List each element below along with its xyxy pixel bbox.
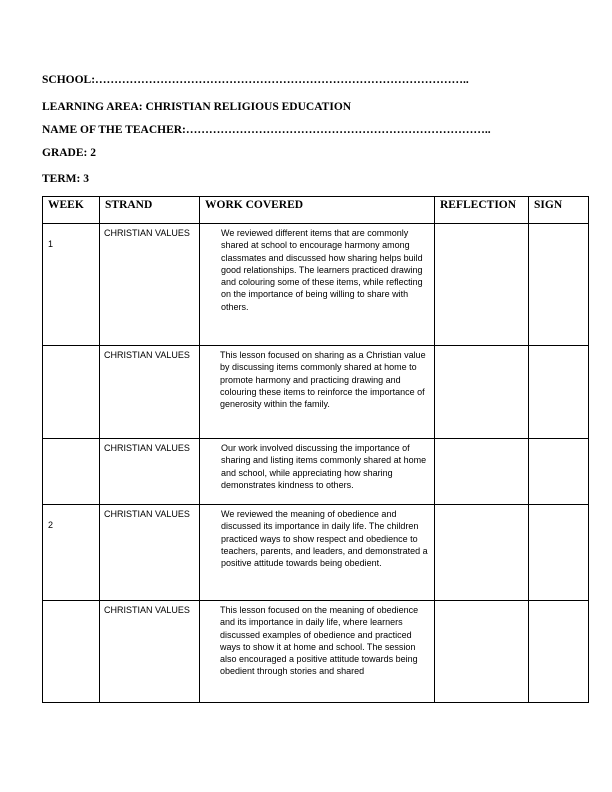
- learning-area-heading: LEARNING AREA: CHRISTIAN RELIGIOUS EDUCATION: [42, 101, 352, 113]
- table-row: [43, 601, 589, 703]
- strand-cell: CHRISTIAN VALUES: [100, 601, 200, 703]
- week-cell: 1: [43, 224, 100, 346]
- strand-cell: CHRISTIAN VALUES: [100, 346, 200, 439]
- reflection-cell[interactable]: [435, 601, 529, 703]
- work-covered-cell: This lesson focused on sharing as a Christian value by discussing items commonly shared at home to promote harmony and practicing drawing and colouring these items to reinforce the importance of generosity within the family.: [200, 346, 435, 439]
- reflection-cell[interactable]: [435, 346, 529, 439]
- reflection-cell[interactable]: [435, 439, 529, 505]
- work-covered-cell: Our work involved discussing the importance of sharing and listing items commonly shared at home and school, while appreciating how sharing demonstrates kindness to others.: [200, 439, 435, 505]
- sign-cell[interactable]: [529, 439, 589, 505]
- sign-cell[interactable]: [529, 601, 589, 703]
- week-cell: [43, 346, 100, 439]
- sign-cell[interactable]: [529, 346, 589, 439]
- week-cell: [43, 439, 100, 505]
- column-header-reflection: REFLECTION: [435, 197, 529, 224]
- work-covered-cell: This lesson focused on the meaning of obedience and its importance in daily life, where learners discussed examples of obedience and practiced ways to show it at home and school. The session also encouraged a positive attitude towards being obedient through stories and shared: [200, 601, 435, 703]
- sign-cell[interactable]: [529, 505, 589, 601]
- week-cell: [43, 601, 100, 703]
- table-header-row: [43, 197, 589, 224]
- column-header-week: WEEK: [43, 197, 100, 224]
- reflection-cell[interactable]: [435, 224, 529, 346]
- column-header-sign: SIGN: [529, 197, 589, 224]
- strand-cell: CHRISTIAN VALUES: [100, 439, 200, 505]
- grade-label: GRADE: 2: [42, 147, 96, 159]
- reflection-cell[interactable]: [435, 505, 529, 601]
- table-row: [43, 505, 589, 601]
- work-covered-cell: We reviewed the meaning of obedience and discussed its importance in daily life. The children practiced ways to show respect and obedience to teachers, parents, and leaders, and demonstrated a positive attitude towards being obedient.: [200, 505, 435, 601]
- column-header-work-covered: WORK COVERED: [200, 197, 435, 224]
- school-field: SCHOOL:……………………………………………………………………………………..: [42, 74, 469, 86]
- table-row: [43, 346, 589, 439]
- week-cell: 2: [43, 505, 100, 601]
- strand-cell: CHRISTIAN VALUES: [100, 224, 200, 346]
- strand-cell: CHRISTIAN VALUES: [100, 505, 200, 601]
- teacher-name-field: NAME OF THE TEACHER:……………………………………………………………………..: [42, 124, 491, 136]
- sign-cell[interactable]: [529, 224, 589, 346]
- work-covered-cell: We reviewed different items that are commonly shared at school to encourage harmony among classmates and discussed how sharing helps build good relationships. The learners practiced drawing and colouring some of these items, while reflecting on the importance of being willing to share with others.: [200, 224, 435, 346]
- term-label: TERM: 3: [42, 173, 89, 185]
- table-row: [43, 224, 589, 346]
- records-of-work-table: [42, 196, 589, 703]
- column-header-strand: STRAND: [100, 197, 200, 224]
- table-row: [43, 439, 589, 505]
